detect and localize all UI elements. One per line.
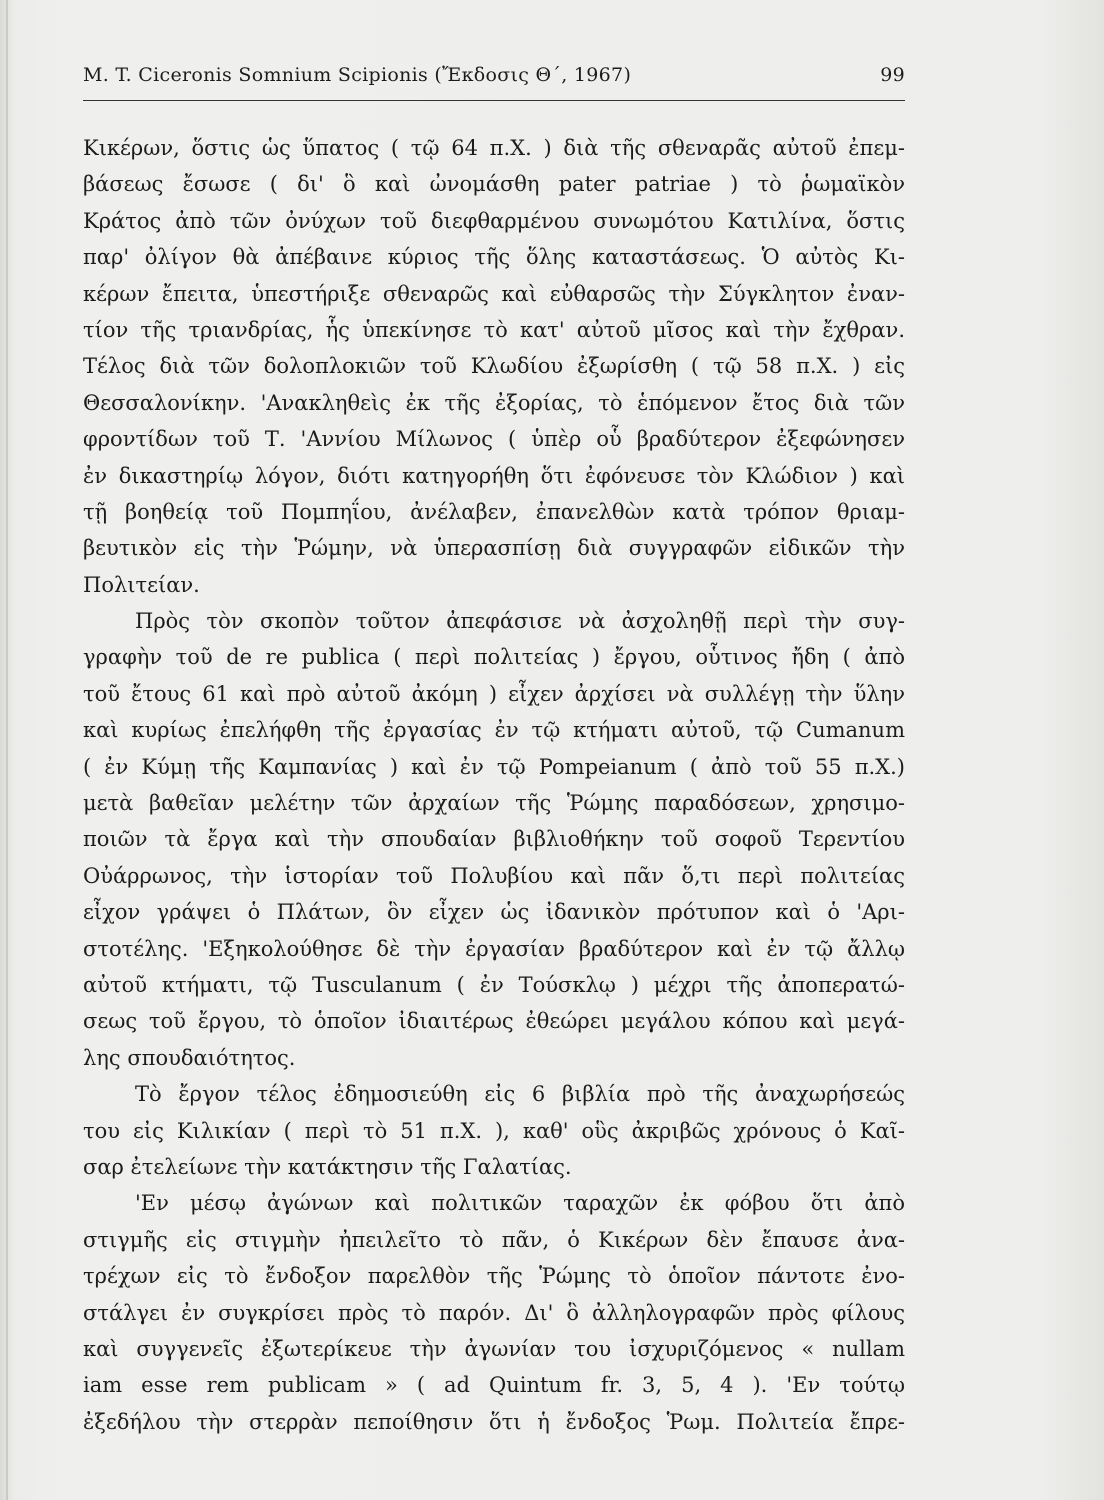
text-line: μετὰ βαθεῖαν μελέτην τῶν ἀρχαίων τῆς Ῥώμης παραδόσεων, χρησιμο- [83, 791, 905, 816]
text-line: καὶ κυρίως ἐπελήφθη τῆς ἐργασίας ἐν τῷ κτήματι αὐτοῦ, τῷ Cumanum [83, 718, 905, 743]
text-line: τοῦ ἔτους 61 καὶ πρὸ αὐτοῦ ἀκόμη ) εἶχεν ἀρχίσει νὰ συλλέγῃ τὴν ὕλην [83, 681, 905, 706]
text-line: Θεσσαλονίκην. 'Ανακληθεὶς ἐκ τῆς ἐξορίας, τὸ ἑπόμενον ἔτος διὰ τῶν [83, 390, 905, 415]
text-line: καὶ συγγενεῖς ἐξωτερίκευε τὴν ἀγωνίαν του ἰσχυριζόμενος « nullam [83, 1336, 905, 1361]
text-line: βευτικὸν εἰς τὴν Ῥώμην, νὰ ὑπερασπίσῃ διὰ συγγραφῶν εἰδικῶν τὴν [83, 536, 905, 561]
paragraph-start: 'Εν μέσῳ ἀγώνων καὶ πολιτικῶν ταραχῶν ἐκ φόβου ὅτι ἀπὸ [135, 1191, 905, 1216]
text-line: λης σπουδαιότητος. [83, 1045, 296, 1070]
text-line: σαρ ἐτελείωνε τὴν κατάκτησιν τῆς Γαλατίας. [83, 1154, 572, 1179]
text-line: του εἰς Κιλικίαν ( περὶ τὸ 51 π.Χ. ), καθ' οὓς ἀκριβῶς χρόνους ὁ Καῖ- [83, 1118, 905, 1143]
text-line: στάλγει ἐν συγκρίσει πρὸς τὸ παρόν. Δι' ὃ ἀλληλογραφῶν πρὸς φίλους [83, 1300, 905, 1325]
text-line: τίον τῆς τριανδρίας, ἧς ὑπεκίνησε τὸ κατ' αὐτοῦ μῖσος καὶ τὴν ἔχθραν. [83, 317, 905, 342]
text-line: γραφὴν τοῦ de re publica ( περὶ πολιτείας ) ἔργου, οὗτινος ἤδη ( ἀπὸ [83, 645, 905, 670]
text-line: τρέχων εἰς τὸ ἔνδοξον παρελθὸν τῆς Ῥώμης τὸ ὁποῖον πάντοτε ἐνο- [83, 1264, 905, 1289]
text-line: iam esse rem publicam » ( ad Quintum fr. 3, 5, 4 ). 'Εν τούτῳ [83, 1373, 905, 1398]
text-line: στιγμῆς εἰς στιγμὴν ἠπειλεῖτο τὸ πᾶν, ὁ Κικέρων δὲν ἔπαυσε ἀνα- [83, 1227, 905, 1252]
text-line: ἐν δικαστηρίῳ λόγον, διότι κατηγορήθη ὅτι ἐφόνευσε τὸν Κλώδιον ) καὶ [83, 463, 905, 488]
text-line: στοτέλης. 'Εξηκολούθησε δὲ τὴν ἐργασίαν βραδύτερον καὶ ἐν τῷ ἄλλῳ [83, 936, 905, 961]
paragraph-start: Τὸ ἔργον τέλος ἐδημοσιεύθη εἰς 6 βιβλία πρὸ τῆς ἀναχωρήσεώς [135, 1082, 905, 1107]
text-line: παρ' ὀλίγον θὰ ἀπέβαινε κύριος τῆς ὅλης καταστάσεως. Ὁ αὐτὸς Κι- [83, 245, 905, 270]
paragraph-start: Πρὸς τὸν σκοπὸν τοῦτον ἀπεφάσισε νὰ ἀσχοληθῇ περὶ τὴν συγ- [135, 609, 905, 634]
text-line: τῇ βοηθείᾳ τοῦ Πομπηΐου, ἀνέλαβεν, ἐπανελθὼν κατὰ τρόπον θριαμ- [83, 499, 905, 524]
text-line: κέρων ἔπειτα, ὑπεστήριξε σθεναρῶς καὶ εὐθαρσῶς τὴν Σύγκλητον ἐναν- [83, 281, 905, 306]
text-line: εἶχον γράψει ὁ Πλάτων, ὃν εἶχεν ὡς ἰδανικὸν πρότυπον καὶ ὁ 'Αρι- [83, 900, 905, 925]
text-line: ἐξεδήλου τὴν στερρὰν πεποίθησιν ὅτι ἡ ἔνδοξος Ῥωμ. Πολιτεία ἔπρε- [83, 1409, 905, 1434]
text-line: ποιῶν τὰ ἔργα καὶ τὴν σπουδαίαν βιβλιοθήκην τοῦ σοφοῦ Τερεντίου [83, 827, 905, 852]
text-line: ( ἐν Κύμῃ τῆς Καμπανίας ) καὶ ἐν τῷ Pompeianum ( ἀπὸ τοῦ 55 π.Χ.) [83, 754, 905, 779]
binding-gutter [6, 0, 8, 1500]
text-line: Οὐάρρωνος, τὴν ἱστορίαν τοῦ Πολυβίου καὶ πᾶν ὅ,τι περὶ πολιτείας [83, 863, 905, 888]
text-line: Τέλος διὰ τῶν δολοπλοκιῶν τοῦ Κλωδίου ἐξωρίσθη ( τῷ 58 π.Χ. ) εἰς [83, 354, 905, 379]
text-line: σεως τοῦ ἔργου, τὸ ὁποῖον ἰδιαιτέρως ἐθεώρει μεγάλου κόπου καὶ μεγά- [83, 1009, 905, 1034]
header-rule [83, 100, 905, 101]
body-text [83, 130, 905, 1440]
text-line: Κράτος ἀπὸ τῶν ὀνύχων τοῦ διεφθαρμένου συνωμότου Κατιλίνα, ὅστις [83, 208, 905, 233]
text-line: φροντίδων τοῦ Τ. 'Αννίου Μίλωνος ( ὑπὲρ οὗ βραδύτερον ἐξεφώνησεν [83, 427, 905, 452]
text-line: βάσεως ἔσωσε ( δι' ὃ καὶ ὠνομάσθη pater patriae ) τὸ ῥωμαϊκὸν [83, 172, 905, 197]
text-line: Κικέρων, ὅστις ὡς ὕπατος ( τῷ 64 π.Χ. ) διὰ τῆς σθεναρᾶς αὐτοῦ ἐπεμ- [83, 136, 905, 160]
running-head [83, 64, 905, 94]
running-head-title: M. T. Ciceronis Somnium Scipionis (Ἔκδοσις Θ΄, 1967) [83, 64, 632, 86]
text-line: αὐτοῦ κτήματι, τῷ Tusculanum ( ἐν Τούσκλῳ ) μέχρι τῆς ἀποπερατώ- [83, 972, 905, 997]
page-number: 99 [880, 64, 905, 86]
text-line: Πολιτείαν. [83, 572, 200, 597]
